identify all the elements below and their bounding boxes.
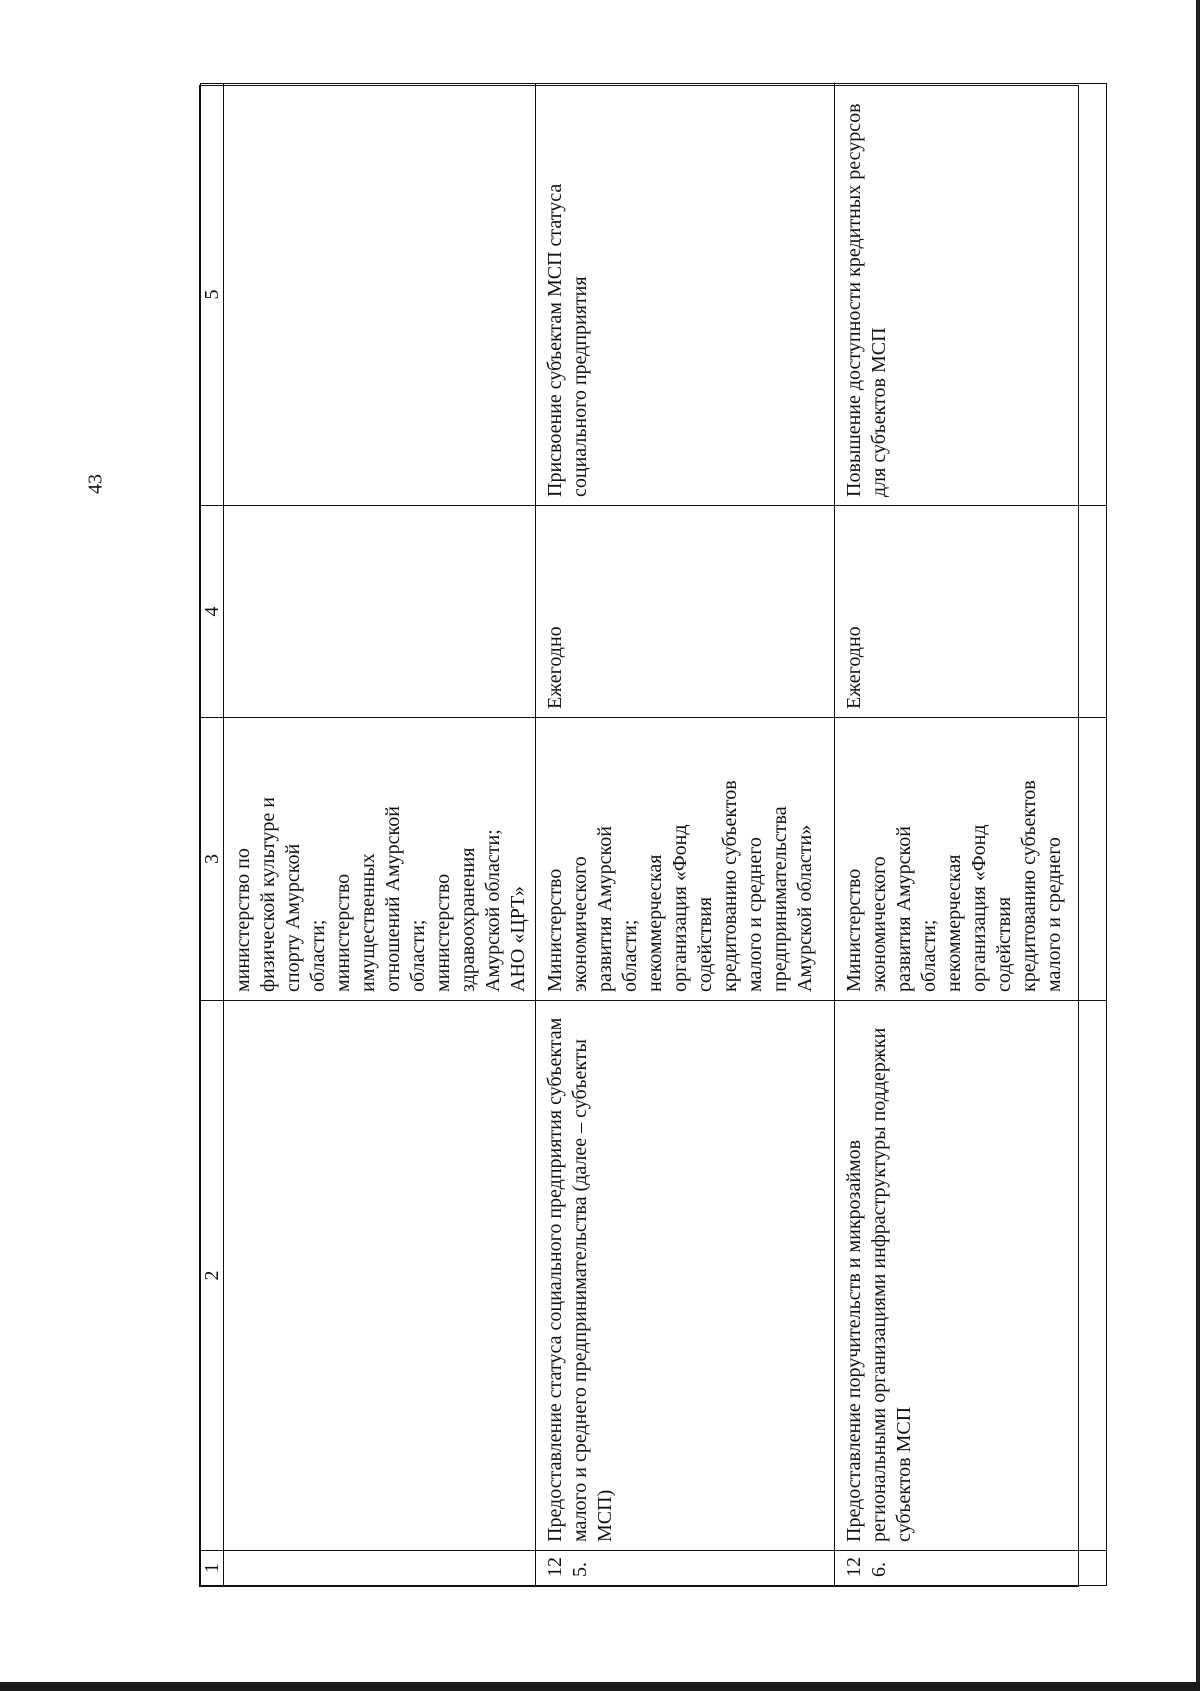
measures-table: [200, 83, 1107, 1586]
event-cell: Предоставление статуса социального предприятия субъектам малого и среднего предпринимательства (далее – субъекты МСП): [536, 1001, 835, 1551]
deadline-cell: [224, 506, 536, 718]
scan-edge-right: [1196, 0, 1200, 1691]
result-cell: [224, 84, 536, 506]
executor-line: министерство по: [232, 848, 254, 992]
executor-line: Амурской области»: [794, 824, 816, 992]
executor-line: экономического: [868, 856, 890, 992]
event-cell: Предоставление поручительств и микрозаймов региональными организациями инфраструктуры поддержки субъектов МСП: [835, 1001, 1107, 1551]
result-cell: Присвоение субъектам МСП статуса социального предприятия: [536, 84, 835, 506]
executor-line: спорту Амурской: [282, 843, 304, 992]
header-col-5: 5: [201, 84, 224, 506]
row-number: 125.: [536, 1551, 835, 1586]
executor-line: малого и среднего: [1043, 837, 1065, 992]
executor-line: министерство: [432, 873, 454, 992]
executors-cell: [536, 718, 835, 1001]
executor-line: предпринимательства: [769, 806, 791, 992]
page-number-text: 43: [84, 474, 107, 494]
executor-line: Министерство: [843, 868, 865, 992]
executor-line: отношений Амурской: [382, 806, 404, 992]
executor-line: кредитованию субъектов: [719, 780, 741, 992]
executor-line: развития Амурской: [893, 826, 915, 992]
executor-line: области;: [918, 919, 940, 992]
executor-line: здравоохранения: [457, 847, 479, 992]
executor-line: Министерство: [544, 868, 566, 992]
executor-line: Амурской области;: [482, 829, 504, 992]
executors-cell: [835, 718, 1107, 1001]
header-col-2: 2: [201, 1001, 224, 1551]
rotated-table: [199, 85, 1079, 1587]
row-number: [224, 1551, 536, 1586]
executor-line: АНО «ЦРТ»: [507, 886, 529, 992]
executor-line: области;: [407, 919, 429, 992]
table-row: [224, 84, 536, 1586]
executor-line: некоммерческая: [644, 854, 666, 992]
executor-line: организация «Фонд: [669, 824, 691, 992]
executor-line: организация «Фонд: [968, 824, 990, 992]
table-row: [835, 84, 1107, 1586]
executor-line: кредитованию субъектов: [1018, 780, 1040, 992]
executor-line: содействия: [993, 896, 1015, 992]
result-cell: Повышение доступности кредитных ресурсов для субъектов МСП: [835, 84, 1107, 506]
table-row: [536, 84, 835, 1586]
executor-line: имущественных: [357, 853, 379, 992]
executor-line: малого и среднего: [744, 837, 766, 992]
executor-line: области;: [619, 919, 641, 992]
event-cell: [224, 1001, 536, 1551]
header-col-4: 4: [201, 506, 224, 718]
scan-edge-bottom: [0, 1682, 1200, 1691]
deadline-cell: Ежегодно: [835, 506, 1107, 718]
header-row: [201, 84, 224, 1586]
deadline-cell: Ежегодно: [536, 506, 835, 718]
header-col-3: 3: [201, 718, 224, 1001]
executor-line: экономического: [569, 856, 591, 992]
executor-line: некоммерческая: [943, 854, 965, 992]
executor-line: развития Амурской: [594, 826, 616, 992]
executor-line: содействия: [694, 896, 716, 992]
executor-line: физической культуре и: [257, 797, 279, 992]
header-col-1: 1: [201, 1551, 224, 1586]
row-number: 126.: [835, 1551, 1107, 1586]
executor-line: министерство: [332, 873, 354, 992]
executors-cell: [224, 718, 536, 1001]
executor-line: области;: [307, 919, 329, 992]
